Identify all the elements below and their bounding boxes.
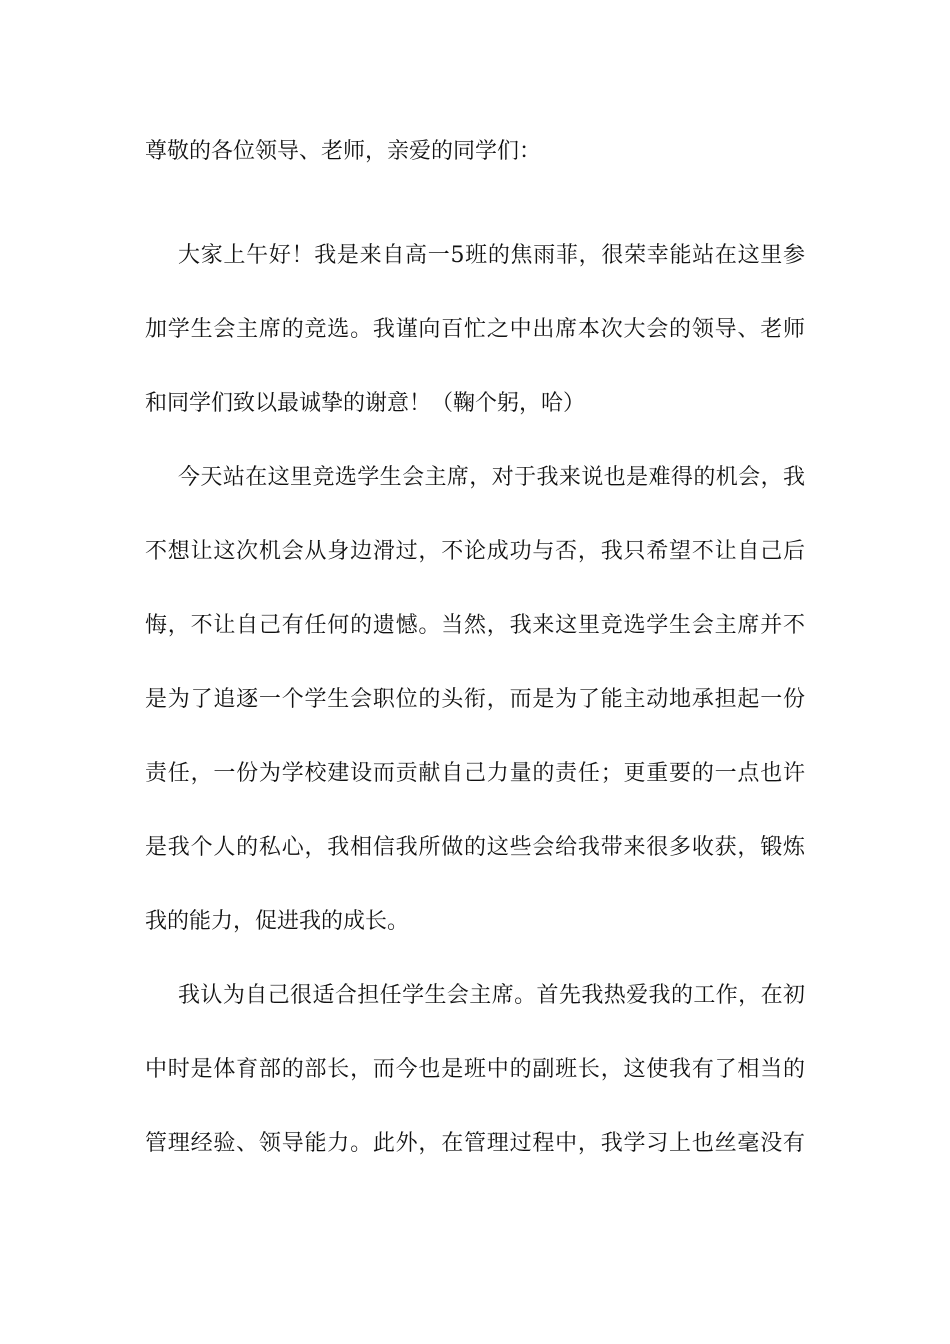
paragraph-text: 中时是体育部的部长，而今也是班中的副班长，这使我有了相当的 <box>145 1057 805 1082</box>
paragraph-3-line-3 <box>0 1124 950 1164</box>
paragraph-text: 是为了追逐一个学生会职位的头衔，而是为了能主动地承担起一份 <box>145 687 805 712</box>
paragraph-3-line-2 <box>0 1050 950 1090</box>
salutation-line <box>0 132 950 172</box>
paragraph-1-line-2 <box>0 310 950 350</box>
paragraph-text: 不想让这次机会从身边滑过，不论成功与否，我只希望不让自己后 <box>145 539 805 564</box>
paragraph-text: 加学生会主席的竞选。我谨向百忙之中出席本次大会的领导、老师 <box>145 317 805 342</box>
paragraph-1-line-1 <box>0 236 950 276</box>
paragraph-text: 我的能力，促进我的成长。 <box>145 909 410 934</box>
paragraph-text: 大家上午好！我是来自高一5班的焦雨菲，很荣幸能站在这里参 <box>178 243 805 268</box>
paragraph-text: 管理经验、领导能力。此外，在管理过程中，我学习上也丝毫没有 <box>145 1131 805 1156</box>
paragraph-2-line-2 <box>0 532 950 572</box>
paragraph-text: 责任，一份为学校建设而贡献自己力量的责任；更重要的一点也许 <box>145 761 805 786</box>
paragraph-text: 悔，不让自己有任何的遗憾。当然，我来这里竞选学生会主席并不 <box>145 613 805 638</box>
paragraph-2-line-4 <box>0 680 950 720</box>
paragraph-2-line-6 <box>0 828 950 868</box>
paragraph-3-line-1 <box>0 976 950 1016</box>
paragraph-text: 和同学们致以最诚挚的谢意！（鞠个躬，哈） <box>145 391 586 416</box>
paragraph-2-line-7 <box>0 902 950 942</box>
paragraph-text: 是我个人的私心，我相信我所做的这些会给我带来很多收获，锻炼 <box>145 835 805 860</box>
paragraph-2-line-5 <box>0 754 950 794</box>
salutation: 尊敬的各位领导、老师，亲爱的同学们： <box>145 139 542 164</box>
paragraph-1-line-3 <box>0 384 950 424</box>
paragraph-2-line-3 <box>0 606 950 646</box>
paragraph-2-line-1 <box>0 458 950 498</box>
paragraph-text: 今天站在这里竞选学生会主席，对于我来说也是难得的机会，我 <box>178 465 805 490</box>
paragraph-text: 我认为自己很适合担任学生会主席。首先我热爱我的工作，在初 <box>178 983 805 1008</box>
